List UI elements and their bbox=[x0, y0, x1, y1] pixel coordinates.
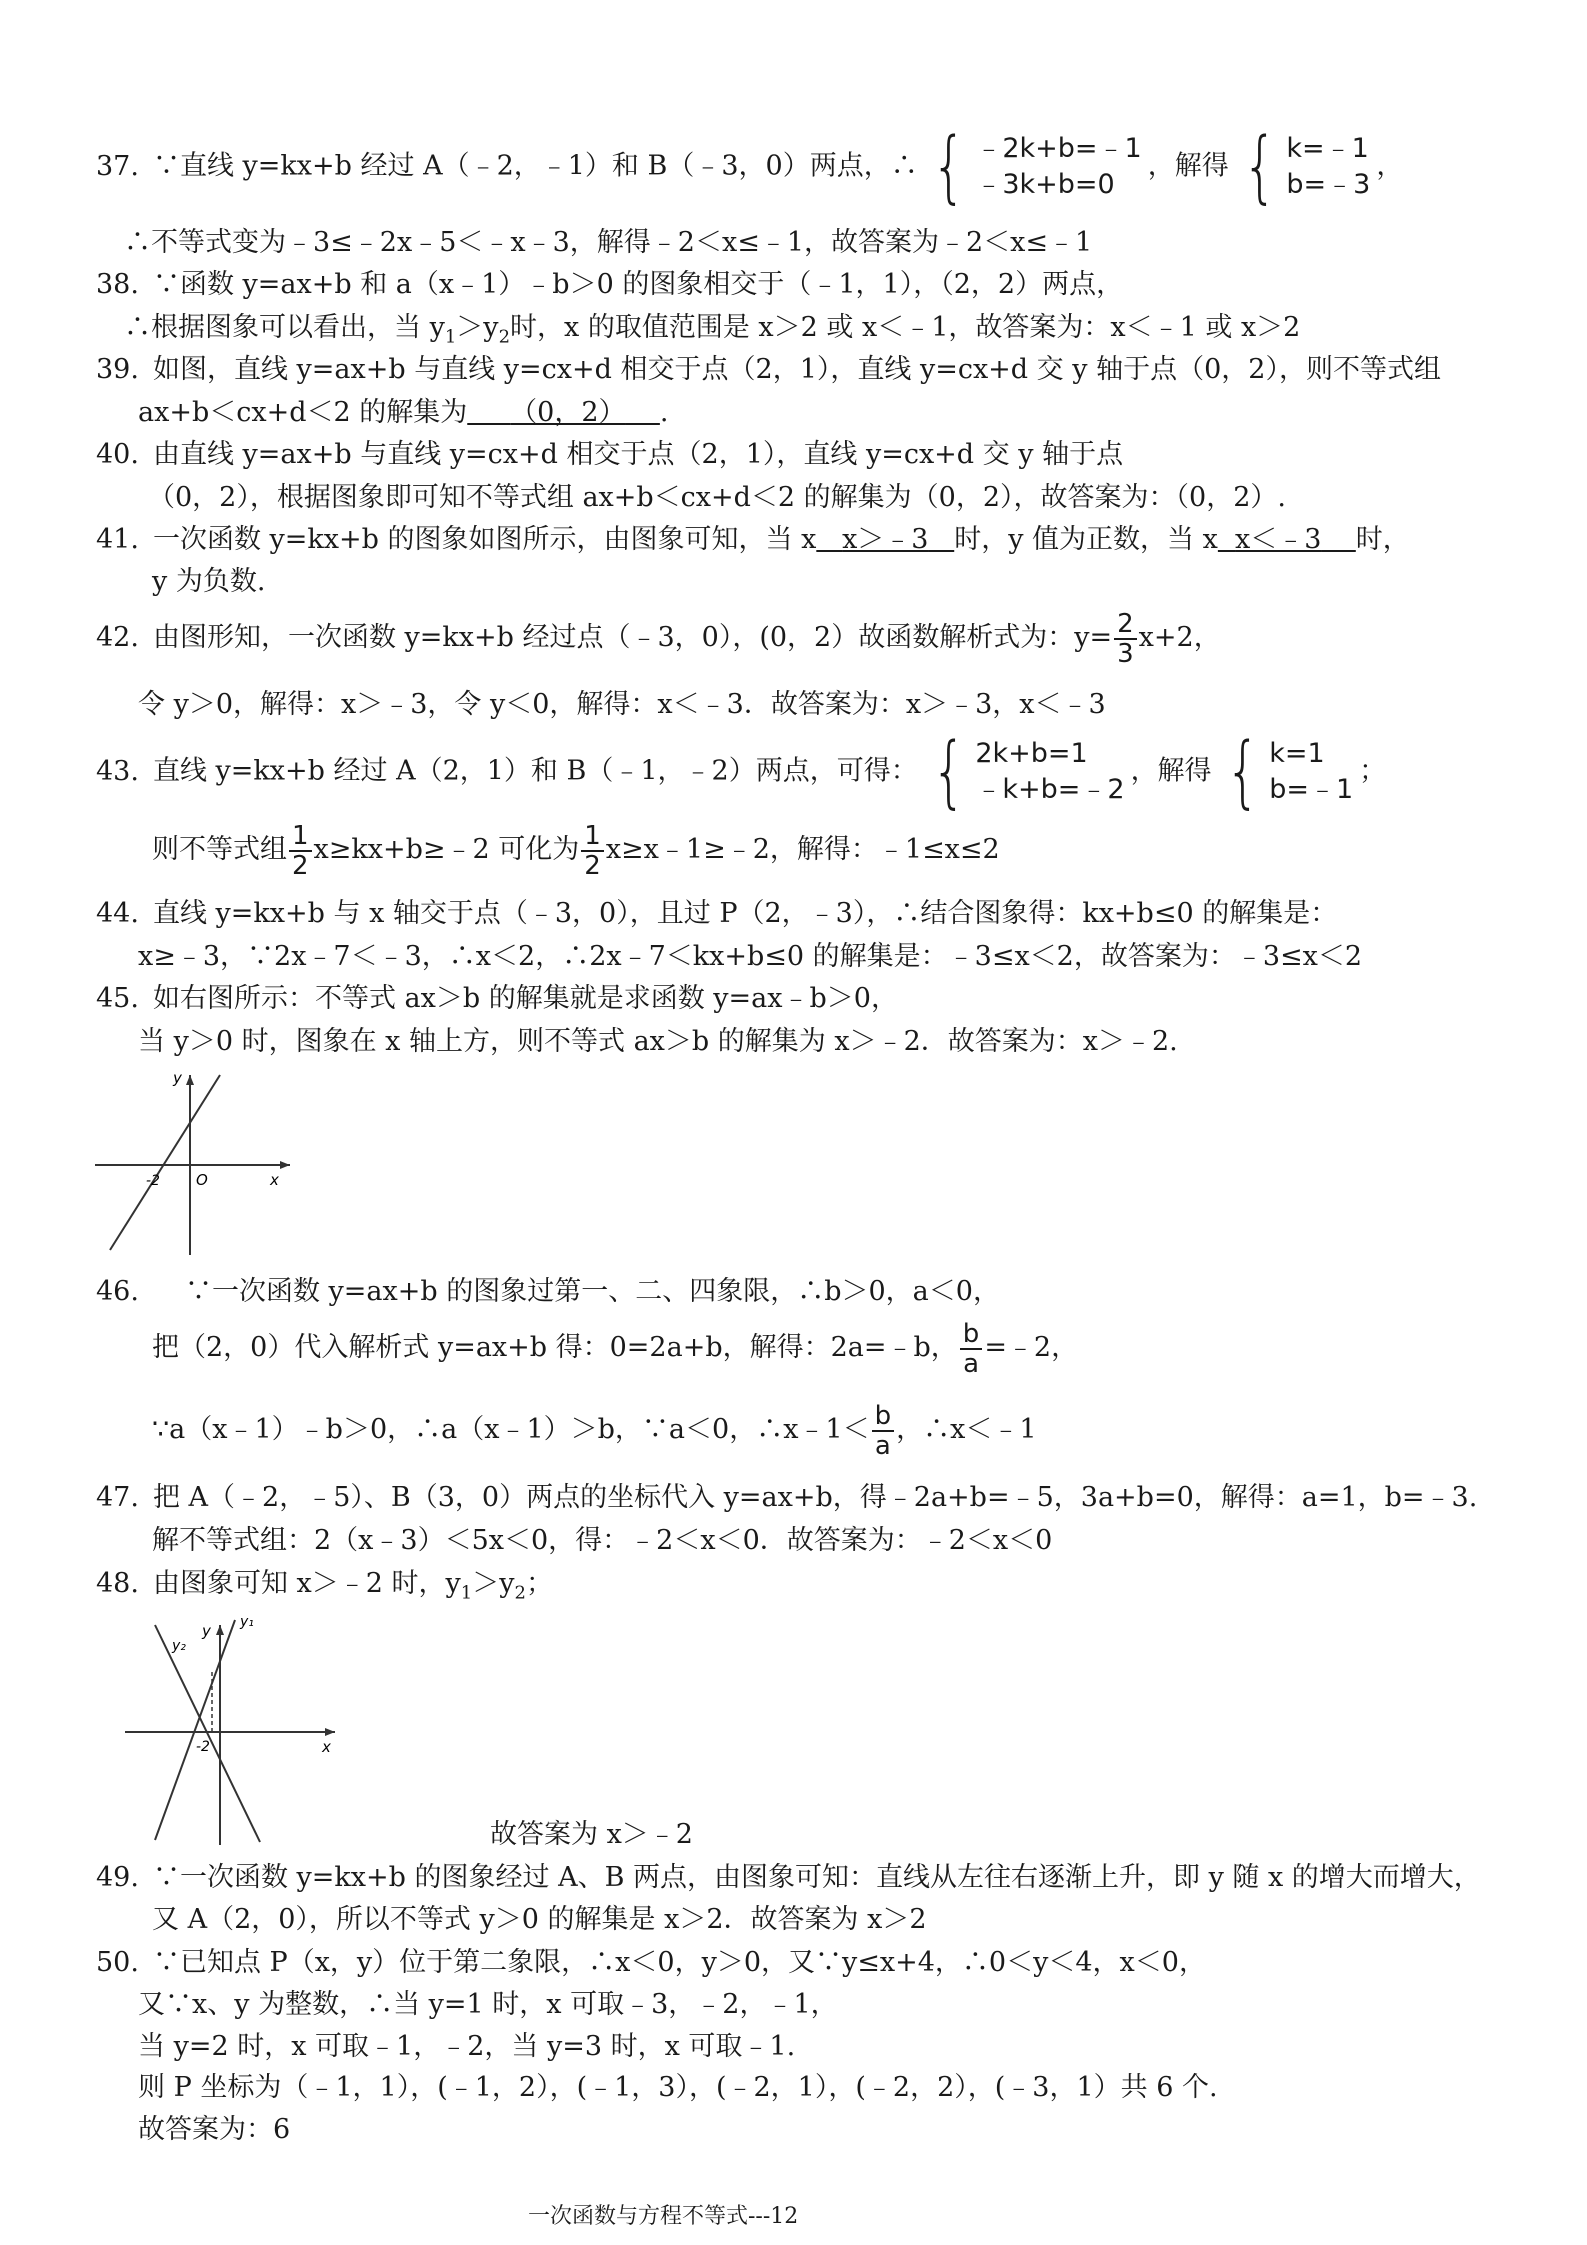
q37-eq-2: ﹣3k+b=0 bbox=[975, 169, 1115, 200]
brace-icon: { bbox=[931, 122, 966, 212]
q45-text: 如右图所示：不等式 ax＞b 的解集就是求函数 y=ax﹣b＞0， bbox=[152, 983, 898, 1014]
y1-label: y₁ bbox=[240, 1614, 254, 1630]
x-axis-arrow-icon bbox=[325, 1728, 335, 1736]
q47-line1 bbox=[96, 1481, 1477, 1515]
q46-fraction-2: $\frac{b}{a}$ bbox=[872, 1402, 895, 1460]
q41-answer-2: x＜﹣3 bbox=[1235, 524, 1322, 555]
x-axis-arrow-icon bbox=[280, 1161, 290, 1169]
y2-line bbox=[155, 1625, 260, 1842]
q48-line1 bbox=[96, 1567, 553, 1610]
q46-text-b: =﹣2， bbox=[984, 1332, 1079, 1363]
q48-sub-2: 2 bbox=[514, 1582, 526, 1604]
q46-number: 46. bbox=[96, 1276, 139, 1307]
q48-answer: 故答案为 x＞﹣2 bbox=[490, 1819, 693, 1850]
q43-text-1: 直线 y=kx+b 经过 A（2，1）和 B（﹣1，﹣2）两点，可得： bbox=[152, 755, 918, 787]
q48-text-c: ＞y bbox=[472, 1568, 515, 1599]
q43-sol-2: b=﹣1 bbox=[1269, 774, 1354, 805]
q43-text-2: ，解得 bbox=[1130, 755, 1212, 787]
q50-line5: 故答案为：6 bbox=[138, 2114, 291, 2145]
q46-text-a: 把（2，0）代入解析式 y=ax+b 得：0=2a+b，解得：2a=﹣b， bbox=[152, 1332, 958, 1363]
y2-label: y₂ bbox=[172, 1638, 186, 1654]
q38-text-a: ∴根据图象可以看出，当 y bbox=[124, 312, 445, 343]
q49-line1 bbox=[96, 1861, 1481, 1895]
q50-text: ∵已知点 P（x，y）位于第二象限，∴x＜0，y＞0，又∵y≤x+4，∴0＜y＜4，x＜0， bbox=[152, 1947, 1206, 1978]
q46-line2 bbox=[152, 1318, 1078, 1378]
q38-line1 bbox=[96, 268, 1123, 302]
q42-fraction: $\frac{2}{3}$ bbox=[1114, 610, 1137, 668]
brace-icon: { bbox=[1225, 727, 1260, 817]
q48-text-a: 由图象可知 x＞﹣2 时，y bbox=[152, 1568, 461, 1599]
q43-equation-system bbox=[924, 727, 1125, 817]
q46-text-c: ∵a（x﹣1）﹣b＞0，∴a（x﹣1）＞b，∵a＜0，∴x﹣1＜ bbox=[152, 1414, 870, 1445]
q39-text: 如图，直线 y=ax+b 与直线 y=cx+d 相交于点（2，1），直线 y=cx+d 交 y 轴于点（0，2），则不等式组 bbox=[152, 354, 1441, 385]
q39-number: 39. bbox=[96, 354, 139, 385]
q43-solution-system bbox=[1218, 727, 1354, 817]
brace-icon: { bbox=[931, 727, 966, 817]
q45-graph bbox=[90, 1065, 300, 1260]
q43-eq-1: 2k+b=1 bbox=[975, 738, 1088, 769]
q41-text-b: 时，y 值为正数，当 x bbox=[954, 524, 1218, 555]
q38-sub-1: 1 bbox=[444, 326, 457, 348]
q48-graph bbox=[120, 1610, 345, 1850]
y-axis-arrow-icon bbox=[216, 1625, 224, 1635]
q37-eq-1: ﹣2k+b=﹣1 bbox=[975, 133, 1142, 164]
q39-line2 bbox=[138, 396, 668, 430]
q43-line1 bbox=[96, 727, 1387, 817]
q37-equation-system bbox=[924, 122, 1142, 212]
q37-line1 bbox=[96, 122, 1404, 212]
q46-fraction-1: $\frac{b}{a}$ bbox=[960, 1320, 983, 1378]
q45-line1 bbox=[96, 982, 898, 1016]
q48-text-e: ； bbox=[525, 1568, 553, 1599]
q43-text-c: x≥x﹣1≥﹣2，解得：﹣1≤x≤2 bbox=[605, 834, 1000, 865]
q37-text-3: ， bbox=[1376, 150, 1404, 182]
q37-number: 37. bbox=[96, 150, 139, 182]
q38-line2 bbox=[124, 311, 1300, 354]
q48-sub-1: 1 bbox=[460, 1582, 473, 1604]
q37-text-1: ∵直线 y=kx+b 经过 A（﹣2，﹣1）和 B（﹣3，0）两点，∴ bbox=[152, 150, 918, 182]
q38-sub-2: 2 bbox=[498, 326, 511, 348]
q37-sol-2: b=﹣3 bbox=[1286, 169, 1371, 200]
q44-text: 直线 y=kx+b 与 x 轴交于点（﹣3，0），且过 P（2，﹣3），∴结合图象得：kx+b≤0 的解集是： bbox=[152, 898, 1338, 929]
x-axis-label: x bbox=[322, 1738, 331, 1756]
function-line bbox=[110, 1075, 220, 1250]
q43-fraction-1: $\frac{1}{2}$ bbox=[289, 822, 312, 880]
q40-line1 bbox=[96, 438, 1123, 472]
q41-line1 bbox=[96, 523, 1410, 557]
q47-line2: 解不等式组：2（x﹣3）＜5x＜0，得：﹣2＜x＜0．故答案为：﹣2＜x＜0 bbox=[152, 1525, 1053, 1556]
q49-line2: 又 A（2，0），所以不等式 y＞0 的解集是 x＞2．故答案为 x＞2 bbox=[152, 1904, 927, 1935]
q43-text-b: x≥kx+b≥﹣2 可化为 bbox=[313, 834, 580, 865]
q46-text-d: ，∴x＜﹣1 bbox=[896, 1414, 1037, 1445]
q43-line2 bbox=[152, 820, 1000, 880]
q42-line2: 令 y＞0，解得：x＞﹣3，令 y＜0，解得：x＜﹣3．故答案为：x＞﹣3，x＜﹣3 bbox=[138, 689, 1106, 720]
q41-number: 41. bbox=[96, 524, 139, 555]
q43-sol-1: k=1 bbox=[1269, 738, 1325, 769]
q43-eq-2: ﹣k+b=﹣2 bbox=[975, 774, 1125, 805]
q46-line3 bbox=[152, 1400, 1037, 1460]
q41-answer-1: x＞﹣3 bbox=[842, 524, 929, 555]
q38-text-c: ＞y bbox=[456, 312, 499, 343]
q45-number: 45. bbox=[96, 983, 139, 1014]
q41-line2: y 为负数. bbox=[152, 566, 266, 597]
q41-text-c: 时， bbox=[1355, 524, 1410, 555]
q37-line2: ∴不等式变为﹣3≤﹣2x﹣5＜﹣x﹣3，解得﹣2＜x≤﹣1，故答案为﹣2＜x≤﹣1 bbox=[124, 227, 1093, 258]
q43-fraction-2: $\frac{1}{2}$ bbox=[581, 822, 604, 880]
q39-answer: （0，2） bbox=[510, 397, 626, 428]
q38-text: ∵函数 y=ax+b 和 a（x﹣1）﹣b＞0 的图象相交于（﹣1，1），（2，2）两点， bbox=[152, 269, 1124, 300]
q50-number: 50. bbox=[96, 1947, 139, 1978]
q42-text-a: 由图形知，一次函数 y=kx+b 经过点（﹣3，0），(0，2）故函数解析式为：y= bbox=[152, 622, 1113, 653]
q50-line1 bbox=[96, 1946, 1206, 1980]
tick-label: -2 bbox=[146, 1173, 160, 1189]
q40-line2: （0，2），根据图象即可知不等式组 ax+b＜cx+d＜2 的解集为（0，2），故答案为：（0，2）. bbox=[148, 482, 1286, 513]
q43-text-a: 则不等式组 bbox=[152, 834, 287, 865]
q39-text-b: . bbox=[659, 397, 669, 428]
q44-number: 44. bbox=[96, 898, 139, 929]
q37-text-2: ，解得 bbox=[1147, 150, 1229, 182]
q39-line1 bbox=[96, 353, 1441, 387]
q50-line2: 又∵x、y 为整数，∴当 y=1 时，x 可取﹣3，﹣2，﹣1， bbox=[138, 1989, 838, 2020]
y-axis-label: y bbox=[202, 1622, 211, 1640]
q42-text-b: x+2， bbox=[1138, 622, 1221, 653]
q44-line1 bbox=[96, 897, 1337, 931]
q44-line2: x≥﹣3，∵2x﹣7＜﹣3，∴x＜2，∴2x﹣7＜kx+b≤0 的解集是：﹣3≤x＜2，故答案为：﹣3≤x＜2 bbox=[138, 941, 1363, 972]
q49-number: 49. bbox=[96, 1862, 139, 1893]
x-axis-label: x bbox=[270, 1171, 279, 1189]
q39-text-a: ax+b＜cx+d＜2 的解集为 bbox=[138, 397, 468, 428]
y-axis-arrow-icon bbox=[186, 1075, 194, 1085]
q49-text: ∵一次函数 y=kx+b 的图象经过 A、B 两点，由图象可知：直线从左往右逐渐上升，即 y 随 x 的增大而增大， bbox=[152, 1862, 1481, 1893]
q50-line4: 则 P 坐标为（﹣1，1），(﹣1，2），(﹣1，3），(﹣2，1），(﹣2，2），(﹣3，1）共 6 个. bbox=[138, 2072, 1218, 2103]
q45-line2: 当 y＞0 时，图象在 x 轴上方，则不等式 ax＞b 的解集为 x＞﹣2．故答案为：x＞﹣2. bbox=[138, 1026, 1178, 1057]
q42-line1 bbox=[96, 608, 1221, 668]
page-footer: 一次函数与方程不等式---12 bbox=[528, 2204, 799, 2229]
q43-number: 43. bbox=[96, 755, 139, 787]
tick-label: -2 bbox=[196, 1739, 210, 1755]
y1-line bbox=[155, 1620, 235, 1840]
q46-text: ∵一次函数 y=ax+b 的图象过第一、二、四象限，∴b＞0，a＜0， bbox=[184, 1276, 1000, 1307]
brace-icon: { bbox=[1242, 122, 1277, 212]
q48-number: 48. bbox=[96, 1568, 139, 1599]
origin-label: O bbox=[196, 1171, 208, 1189]
q37-sol-1: k=﹣1 bbox=[1286, 133, 1369, 164]
q40-number: 40. bbox=[96, 439, 139, 470]
q38-text-e: 时，x 的取值范围是 x＞2 或 x＜﹣1，故答案为：x＜﹣1 或 x＞2 bbox=[510, 312, 1301, 343]
q40-text: 由直线 y=ax+b 与直线 y=cx+d 相交于点（2，1），直线 y=cx+d 交 y 轴于点 bbox=[152, 439, 1124, 470]
q43-text-3: ； bbox=[1359, 755, 1387, 787]
q41-text-a: 一次函数 y=kx+b 的图象如图所示，由图象可知，当 x bbox=[152, 524, 817, 555]
y-axis-label: y bbox=[173, 1069, 182, 1087]
q38-number: 38. bbox=[96, 269, 139, 300]
q37-solution-system bbox=[1235, 122, 1371, 212]
q42-number: 42. bbox=[96, 622, 139, 653]
q46-line1 bbox=[96, 1275, 1000, 1309]
q47-text: 把 A（﹣2，﹣5）、B（3，0）两点的坐标代入 y=ax+b，得﹣2a+b=﹣5，3a+b=0，解得：a=1，b=﹣3. bbox=[152, 1482, 1478, 1513]
q50-line3: 当 y=2 时，x 可取﹣1，﹣2，当 y=3 时，x 可取﹣1. bbox=[138, 2031, 796, 2062]
q47-number: 47. bbox=[96, 1482, 139, 1513]
